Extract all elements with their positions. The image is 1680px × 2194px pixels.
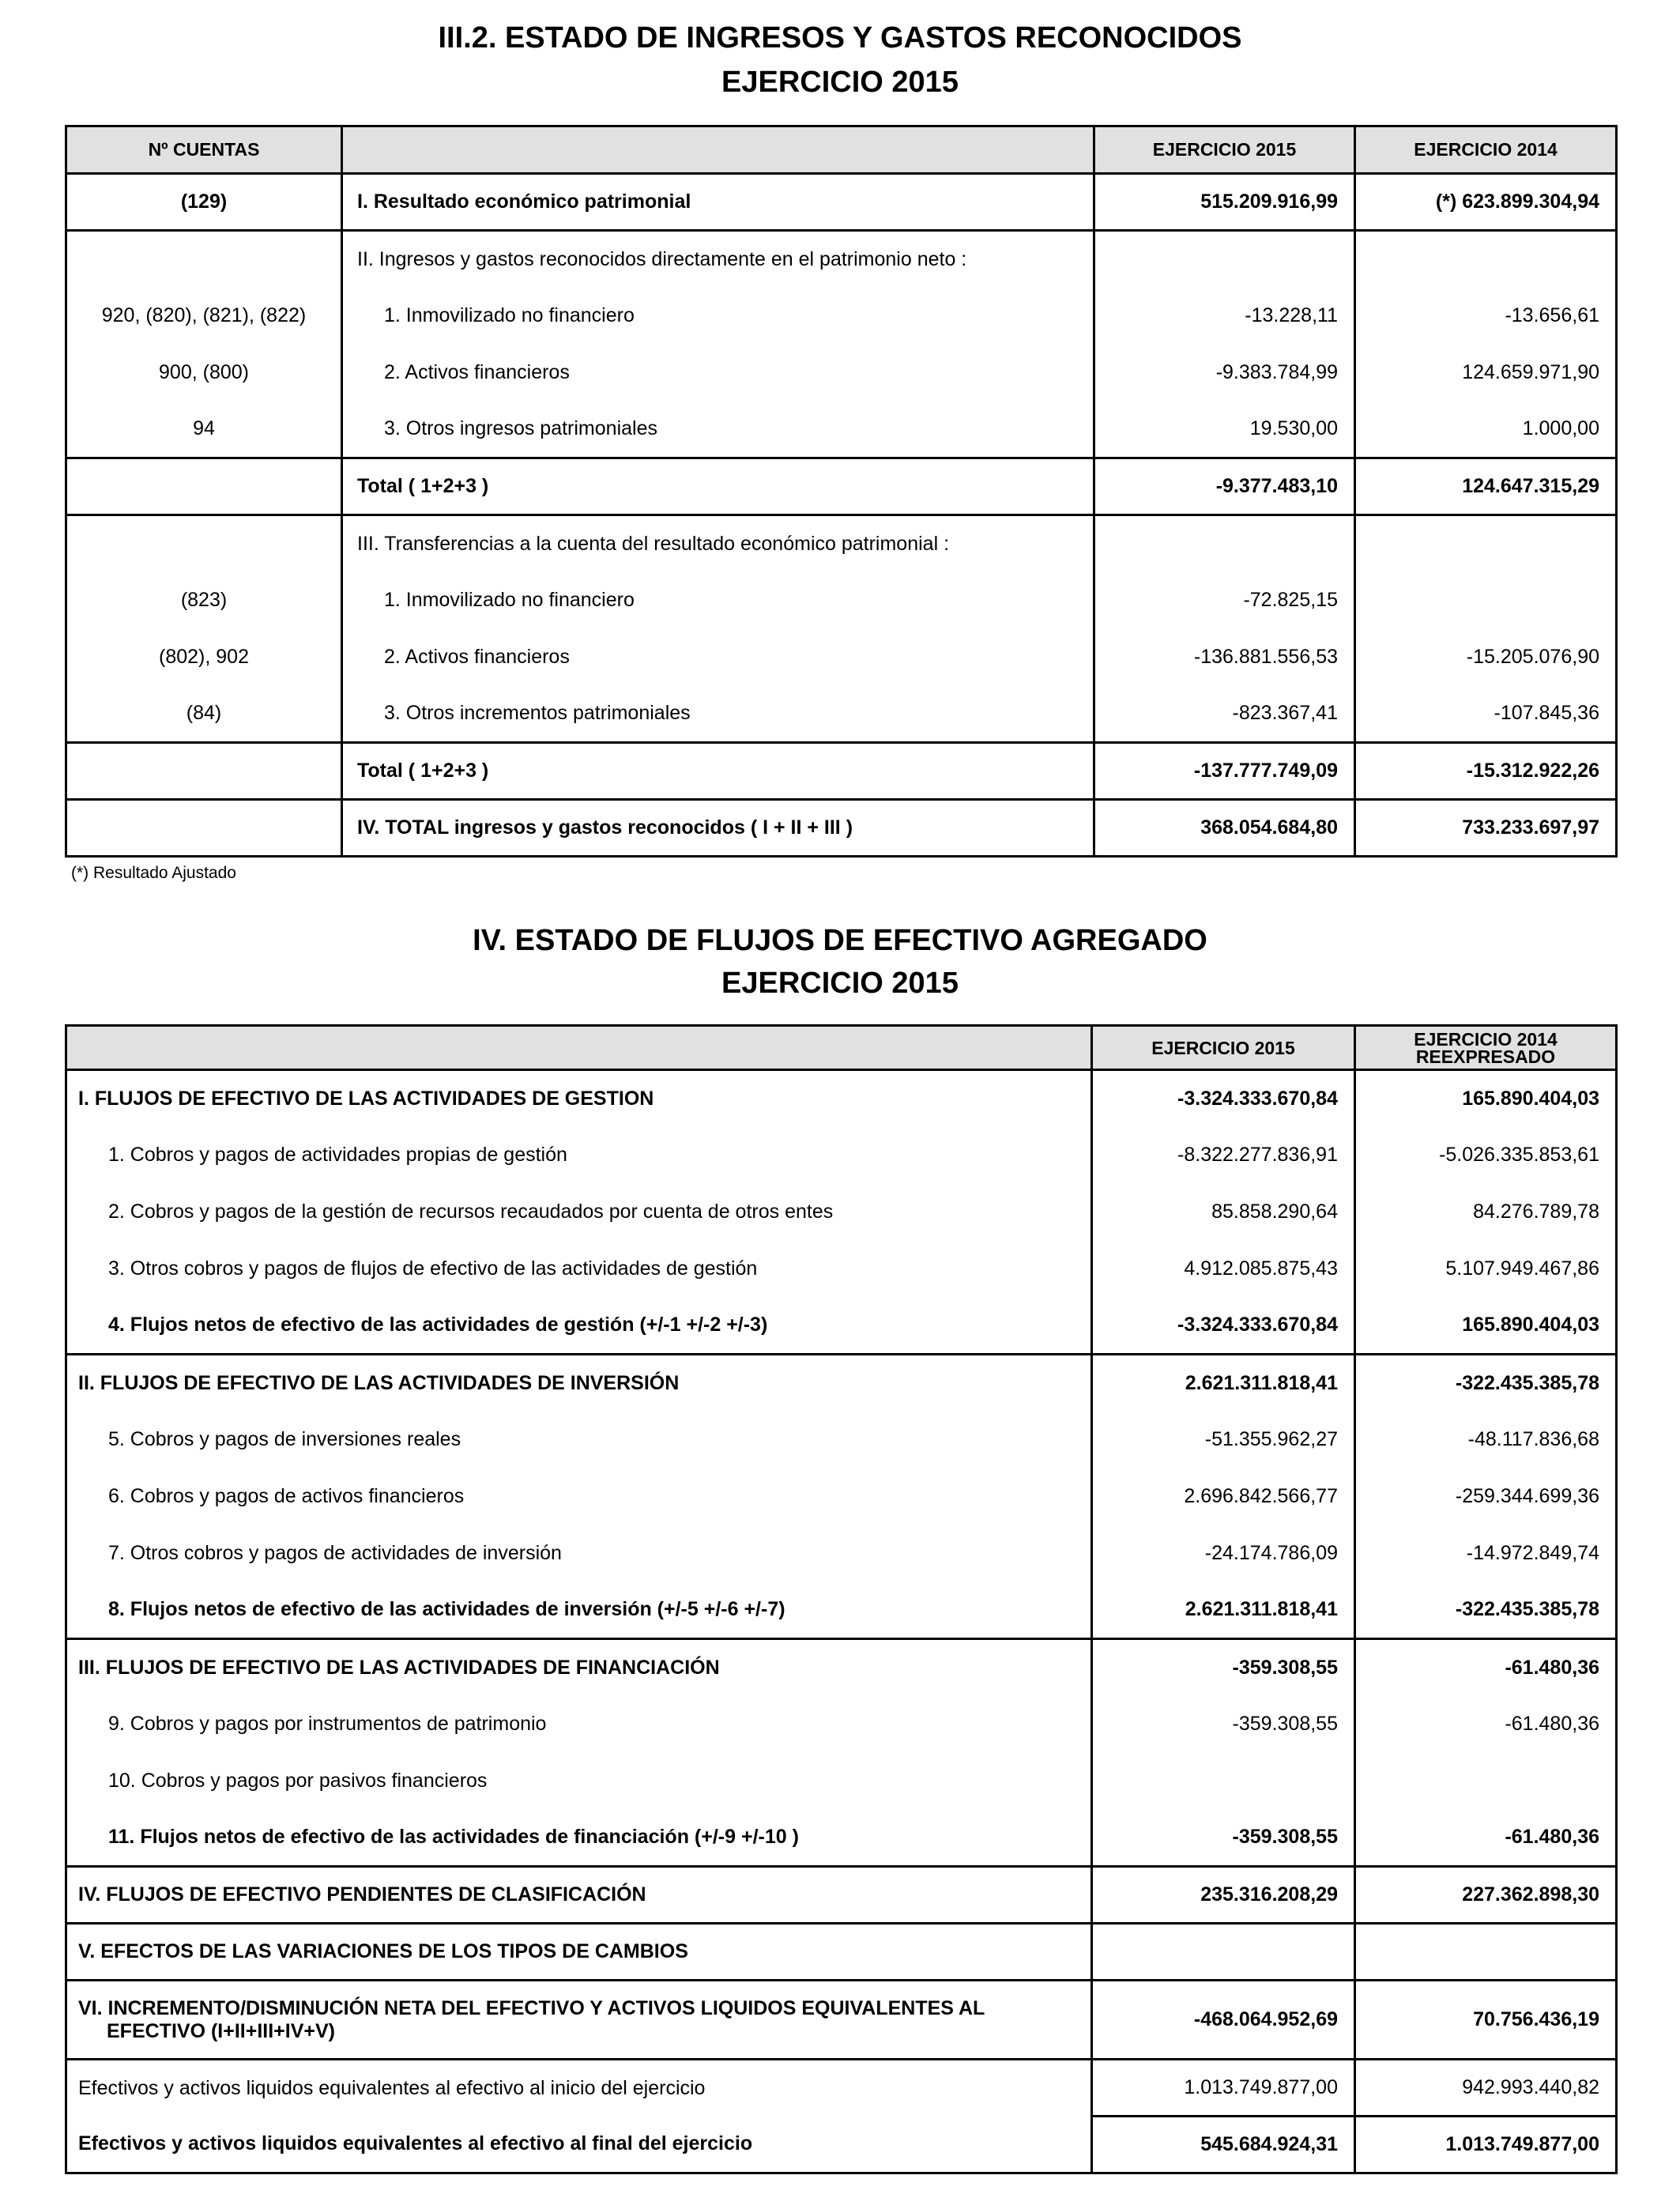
value-2015: -359.308,55 <box>1092 1696 1355 1753</box>
value-2015: 2.621.311.818,41 <box>1092 1355 1355 1412</box>
value-2014: -15.312.922,26 <box>1355 743 1617 800</box>
value-2014: 227.362.898,30 <box>1355 1867 1617 1924</box>
table-row <box>66 629 1617 686</box>
value-2014: -259.344.699,36 <box>1355 1468 1617 1525</box>
total-row <box>66 458 1617 515</box>
value-2014: 1.013.749.877,00 <box>1355 2117 1617 2173</box>
table-row <box>66 2060 1617 2117</box>
table-row <box>66 231 1617 288</box>
table-row <box>66 1412 1617 1468</box>
value-2014: -61.480,36 <box>1355 1810 1617 1867</box>
value-2014 <box>1355 1753 1617 1810</box>
value-2014: -322.435.385,78 <box>1355 1355 1617 1412</box>
value-2014 <box>1355 515 1617 572</box>
total-row <box>66 743 1617 800</box>
account-cell: 920, (820), (821), (822) <box>101 304 307 326</box>
value-2015: -13.228,11 <box>1094 288 1355 345</box>
value-2015: 2.696.842.566,77 <box>1092 1468 1355 1525</box>
table-row <box>66 1753 1617 1810</box>
table-row <box>66 288 1617 345</box>
table-row <box>66 686 1617 743</box>
value-2015 <box>1092 1753 1355 1810</box>
concept-cell: III. Transferencias a la cuenta del resultado económico patrimonial : <box>342 515 1094 572</box>
value-2014: -48.117.836,68 <box>1355 1412 1617 1468</box>
table-row <box>66 1241 1617 1298</box>
value-2015: 2.621.311.818,41 <box>1092 1582 1355 1639</box>
table-row <box>66 1696 1617 1753</box>
table-row <box>66 1468 1617 1525</box>
value-2015: -8.322.277.836,91 <box>1092 1127 1355 1184</box>
concept-cell: 6. Cobros y pagos de activos financieros <box>108 1485 465 1507</box>
value-2014: 165.890.404,03 <box>1355 1298 1617 1355</box>
value-2015: -136.881.556,53 <box>1094 629 1355 686</box>
table-row <box>66 1184 1617 1241</box>
account-cell: 900, (800) <box>159 361 249 383</box>
concept-cell: 1. Cobros y pagos de actividades propias de gestión <box>108 1144 567 1166</box>
grand-total-row <box>66 800 1617 857</box>
header-cuentas: Nº CUENTAS <box>66 126 342 174</box>
concept-cell: 10. Cobros y pagos por pasivos financieros <box>108 1770 488 1792</box>
header-blank <box>342 126 1094 174</box>
value-2015 <box>1092 1924 1355 1981</box>
value-2015: 368.054.684,80 <box>1094 800 1355 857</box>
value-2015: -51.355.962,27 <box>1092 1412 1355 1468</box>
value-2015: -468.064.952,69 <box>1092 1981 1355 2060</box>
section2-subtitle: EJERCICIO 2015 <box>721 967 959 1000</box>
concept-cell: Efectivos y activos liquidos equivalentes al efectivo al final del ejercicio <box>78 2132 753 2155</box>
table-header-row <box>66 126 1617 174</box>
account-cell <box>66 743 342 800</box>
concept-cell: Total ( 1+2+3 ) <box>342 458 1094 515</box>
concept-cell: IV. TOTAL ingresos y gastos reconocidos ( I + II + III ) <box>342 800 1094 857</box>
value-2014 <box>1355 1924 1617 1981</box>
value-2014: 124.647.315,29 <box>1355 458 1617 515</box>
account-cell <box>66 800 342 857</box>
subtotal-row <box>66 1298 1617 1355</box>
concept-cell: 1. Inmovilizado no financiero <box>342 288 1094 345</box>
concept-cell: 11. Flujos netos de efectivo de las actividades de financiación (+/-9 +/-10 ) <box>108 1826 799 1849</box>
concept-cell: V. EFECTOS DE LAS VARIACIONES DE LOS TIPOS DE CAMBIOS <box>66 1924 1092 1981</box>
concept-cell: 3. Otros cobros y pagos de flujos de efectivo de las actividades de gestión <box>108 1257 758 1280</box>
value-2015: -823.367,41 <box>1094 686 1355 743</box>
value-2015: 85.858.290,64 <box>1092 1184 1355 1241</box>
footnote: (*) Resultado Ajustado <box>71 864 236 882</box>
value-2015: -3.324.333.670,84 <box>1092 1298 1355 1355</box>
concept-cell: III. FLUJOS DE EFECTIVO DE LAS ACTIVIDADES DE FINANCIACIÓN <box>66 1639 1092 1696</box>
concept-cell: I. FLUJOS DE EFECTIVO DE LAS ACTIVIDADES DE GESTION <box>66 1070 1092 1127</box>
header-2014: EJERCICIO 2014 <box>1355 126 1617 174</box>
table-row <box>66 174 1617 231</box>
table-header-row <box>66 1026 1617 1070</box>
value-2014: 165.890.404,03 <box>1355 1070 1617 1127</box>
value-2014: 733.233.697,97 <box>1355 800 1617 857</box>
header-2014-line2: REEXPRESADO <box>1415 1046 1556 1067</box>
concept-cell: 4. Flujos netos de efectivo de las actividades de gestión (+/-1 +/-2 +/-3) <box>108 1314 768 1336</box>
section2-title: IV. ESTADO DE FLUJOS DE EFECTIVO AGREGADO <box>473 924 1207 957</box>
concept-cell <box>66 1981 1092 2060</box>
value-2014: -107.845,36 <box>1355 686 1617 743</box>
section-row <box>66 1867 1617 1924</box>
value-2015 <box>1094 515 1355 572</box>
header-2015: EJERCICIO 2015 <box>1094 126 1355 174</box>
table-row <box>66 345 1617 401</box>
header-2015: EJERCICIO 2015 <box>1092 1026 1355 1070</box>
value-2014: 84.276.789,78 <box>1355 1184 1617 1241</box>
header-blank <box>66 1026 1092 1070</box>
value-2015: 545.684.924,31 <box>1092 2117 1355 2173</box>
value-2015: -24.174.786,09 <box>1092 1525 1355 1582</box>
concept-cell: IV. FLUJOS DE EFECTIVO PENDIENTES DE CLASIFICACIÓN <box>66 1867 1092 1924</box>
value-2015: 515.209.916,99 <box>1094 174 1355 231</box>
table-row <box>66 1127 1617 1184</box>
value-2014 <box>1355 231 1617 288</box>
value-2015: -359.308,55 <box>1092 1810 1355 1867</box>
value-2014: -15.205.076,90 <box>1355 629 1617 686</box>
value-2015: 1.013.749.877,00 <box>1092 2060 1355 2117</box>
account-cell <box>66 515 342 572</box>
flujos-efectivo-table <box>65 1024 1618 2174</box>
concept-cell: 3. Otros ingresos patrimoniales <box>342 401 1094 458</box>
value-2014: -61.480,36 <box>1355 1639 1617 1696</box>
section-row <box>66 1639 1617 1696</box>
value-2014: 70.756.436,19 <box>1355 1981 1617 2060</box>
table-row <box>66 1525 1617 1582</box>
section-row <box>66 1070 1617 1127</box>
value-2014: 5.107.949.467,86 <box>1355 1241 1617 1298</box>
value-2014: 1.000,00 <box>1355 401 1617 458</box>
value-2014: -322.435.385,78 <box>1355 1582 1617 1639</box>
value-2014: 942.993.440,82 <box>1355 2060 1617 2117</box>
section-row <box>66 1355 1617 1412</box>
account-cell: (802), 902 <box>159 646 249 668</box>
table-row <box>66 401 1617 458</box>
concept-cell: 9. Cobros y pagos por instrumentos de patrimonio <box>108 1713 547 1735</box>
value-2015: -137.777.749,09 <box>1094 743 1355 800</box>
value-2014: -14.972.849,74 <box>1355 1525 1617 1582</box>
concept-cell: 2. Cobros y pagos de la gestión de recursos recaudados por cuenta de otros entes <box>108 1201 834 1223</box>
value-2015 <box>1094 231 1355 288</box>
concept-cell: 1. Inmovilizado no financiero <box>342 572 1094 629</box>
concept-cell: II. FLUJOS DE EFECTIVO DE LAS ACTIVIDADES DE INVERSIÓN <box>66 1355 1092 1412</box>
concept-cell: Total ( 1+2+3 ) <box>342 743 1094 800</box>
concept-cell: 3. Otros incrementos patrimoniales <box>342 686 1094 743</box>
table-row <box>66 515 1617 572</box>
account-cell <box>66 458 342 515</box>
ingresos-gastos-table <box>65 125 1618 858</box>
account-cell: (129) <box>66 174 342 231</box>
concept-line2: EFECTIVO (I+II+III+IV+V) <box>107 2019 335 2042</box>
value-2015: -9.377.483,10 <box>1094 458 1355 515</box>
section1-title: III.2. ESTADO DE INGRESOS Y GASTOS RECONOCIDOS <box>438 21 1242 55</box>
account-cell <box>66 231 342 288</box>
value-2015: 235.316.208,29 <box>1092 1867 1355 1924</box>
value-2015: 19.530,00 <box>1094 401 1355 458</box>
header-2014-line1: EJERCICIO 2014 <box>1414 1028 1558 1050</box>
concept-line1: VI. INCREMENTO/DISMINUCIÓN NETA DEL EFECTIVO Y ACTIVOS LIQUIDOS EQUIVALENTES AL <box>78 1996 985 2019</box>
value-2014 <box>1355 572 1617 629</box>
concept-cell: Efectivos y activos liquidos equivalentes al efectivo al inicio del ejercicio <box>66 2060 1092 2117</box>
value-2015: -359.308,55 <box>1092 1639 1355 1696</box>
value-2015: -72.825,15 <box>1094 572 1355 629</box>
subtotal-row <box>66 1582 1617 1639</box>
value-2015: -3.324.333.670,84 <box>1092 1070 1355 1127</box>
value-2015: -9.383.784,99 <box>1094 345 1355 401</box>
value-2014: -5.026.335.853,61 <box>1355 1127 1617 1184</box>
section1-subtitle: EJERCICIO 2015 <box>721 66 959 99</box>
account-cell: 94 <box>193 417 215 440</box>
account-cell: (84) <box>186 702 222 725</box>
header-2014 <box>1355 1026 1617 1070</box>
value-2014: -13.656,61 <box>1355 288 1617 345</box>
concept-cell: 2. Activos financieros <box>342 629 1094 686</box>
concept-cell: I. Resultado económico patrimonial <box>342 174 1094 231</box>
subtotal-row <box>66 1810 1617 1867</box>
section-row <box>66 1924 1617 1981</box>
value-2015: 4.912.085.875,43 <box>1092 1241 1355 1298</box>
table-row <box>66 572 1617 629</box>
section-row <box>66 1981 1617 2060</box>
concept-cell: 7. Otros cobros y pagos de actividades de inversión <box>108 1542 562 1564</box>
account-cell: (823) <box>180 589 228 611</box>
concept-cell: 5. Cobros y pagos de inversiones reales <box>108 1428 461 1450</box>
value-2014: 124.659.971,90 <box>1355 345 1617 401</box>
value-2014: (*) 623.899.304,94 <box>1355 174 1617 231</box>
final-row <box>66 2117 1617 2173</box>
value-2014: -61.480,36 <box>1355 1696 1617 1753</box>
concept-cell: 8. Flujos netos de efectivo de las actividades de inversión (+/-5 +/-6 +/-7) <box>108 1598 785 1621</box>
concept-cell: II. Ingresos y gastos reconocidos directamente en el patrimonio neto : <box>342 231 1094 288</box>
concept-cell: 2. Activos financieros <box>342 345 1094 401</box>
